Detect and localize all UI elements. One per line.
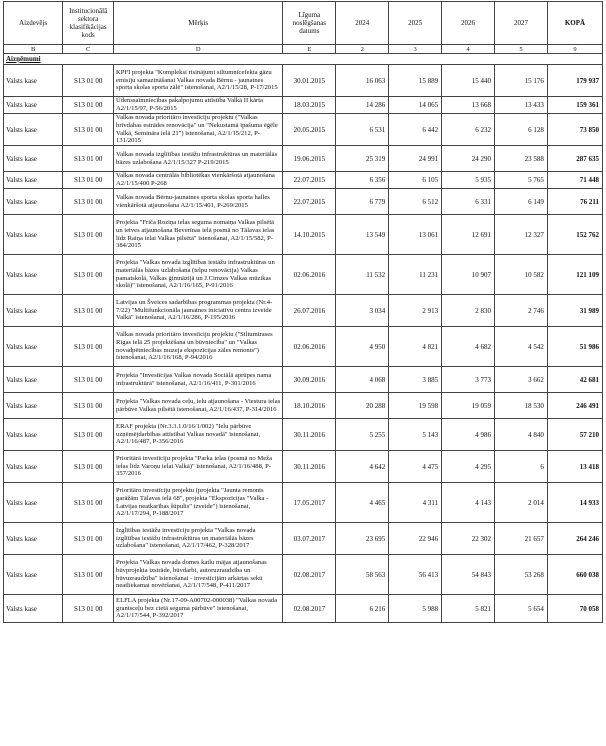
cell-purpose: ELFLA projekta (Nr.17-09-A00702-000038) "Valkas novada grantsceļu bez cietā seguma pārbūve" īstenošanai, A2/1/17/544, P-392/2017 <box>114 595 283 623</box>
cell-2026: 6 331 <box>442 189 495 215</box>
cell-2026: 10 907 <box>442 255 495 295</box>
cell-2025: 5 143 <box>389 419 442 451</box>
cell-2024: 4 642 <box>336 451 389 483</box>
cell-2027: 12 327 <box>495 215 548 255</box>
cell-contract-date: 02.06.2016 <box>283 255 336 295</box>
cell-2027: 53 268 <box>495 555 548 595</box>
header-2026: 2026 <box>442 2 495 45</box>
cell-2027: 23 588 <box>495 146 548 172</box>
cell-total: 159 361 <box>547 97 602 114</box>
cell-2027: 15 176 <box>495 65 548 97</box>
column-letter: 9 <box>547 45 602 54</box>
cell-2026: 5 935 <box>442 172 495 189</box>
cell-sector-code: S13 01 00 <box>63 595 114 623</box>
cell-lender: Valsts kase <box>4 189 63 215</box>
column-letter: 4 <box>442 45 495 54</box>
table-row <box>4 255 603 295</box>
table-row <box>4 215 603 255</box>
cell-sector-code: S13 01 00 <box>63 172 114 189</box>
cell-purpose: Valkas novada Bērnu-jaunatnes sporta skolas sporta halles vienkāršotā atjaunošana A2/1/15/401, P-269/2015 <box>114 189 283 215</box>
cell-2025: 5 988 <box>389 595 442 623</box>
cell-2025: 6 442 <box>389 114 442 146</box>
table-row <box>4 65 603 97</box>
cell-lender: Valsts kase <box>4 215 63 255</box>
cell-purpose: Projekta "Valkas novada izglītības iestāžu infrastruktūras un materiālās bāzes uzlabošana (telpu renovācija) Valkas pamatskolā, Valkas ģimnāzijā un J.Cimzes Valkas mūzikas skolā)" īstenošanai, A2/1/16/165, P-91/2016 <box>114 255 283 295</box>
cell-total: 70 058 <box>547 595 602 623</box>
header-row <box>4 2 603 45</box>
cell-2024: 25 319 <box>336 146 389 172</box>
cell-2024: 6 779 <box>336 189 389 215</box>
cell-2026: 4 295 <box>442 451 495 483</box>
cell-purpose: Prioritārā investīciju projekta "Parka ielas (posmā no Meža ielas līdz Varoņu ielai Valkā)" īstenošanai, A2/1/16/488, P-357/2016 <box>114 451 283 483</box>
cell-purpose: Prioritāro investīciju projektu (projekta "Jaunta remonts garāžām Tālavas ielā 68", projekta "Ekspozīcijas "Valka - Latvijas neatkarības šūpulis" izveide") īstenošanai, A2/1/17/294, P-188/2017 <box>114 483 283 523</box>
cell-2026: 15 440 <box>442 65 495 97</box>
cell-2025: 19 598 <box>389 393 442 419</box>
cell-lender: Valsts kase <box>4 65 63 97</box>
cell-sector-code: S13 01 00 <box>63 97 114 114</box>
header-2025: 2025 <box>389 2 442 45</box>
cell-2024: 14 286 <box>336 97 389 114</box>
cell-lender: Valsts kase <box>4 393 63 419</box>
cell-2026: 3 773 <box>442 367 495 393</box>
cell-contract-date: 03.07.2017 <box>283 523 336 555</box>
cell-2025: 13 061 <box>389 215 442 255</box>
cell-sector-code: S13 01 00 <box>63 65 114 97</box>
cell-lender: Valsts kase <box>4 419 63 451</box>
cell-total: 51 986 <box>547 327 602 367</box>
cell-lender: Valsts kase <box>4 483 63 523</box>
cell-2026: 24 290 <box>442 146 495 172</box>
cell-sector-code: S13 01 00 <box>63 255 114 295</box>
cell-2025: 4 475 <box>389 451 442 483</box>
cell-lender: Valsts kase <box>4 146 63 172</box>
cell-purpose: ERAF projekta (Nr.3.3.1.0/16/1/002) "Ielu pārbūve uzņēmējdarbības attīstībai Valkas novadā" īstenošanai, A2/1/16/487, P-356/2016 <box>114 419 283 451</box>
cell-2027: 6 149 <box>495 189 548 215</box>
cell-2024: 6 356 <box>336 172 389 189</box>
cell-lender: Valsts kase <box>4 367 63 393</box>
cell-total: 287 635 <box>547 146 602 172</box>
column-letter-row <box>4 45 603 54</box>
cell-2024: 20 288 <box>336 393 389 419</box>
cell-2025: 22 946 <box>389 523 442 555</box>
cell-purpose: Ūdenssaimniecības pakalpojumu attīstība Valkā II kārta A2/1/15/97, P-56/2015 <box>114 97 283 114</box>
column-letter: 2 <box>336 45 389 54</box>
cell-total: 13 418 <box>547 451 602 483</box>
cell-lender: Valsts kase <box>4 327 63 367</box>
cell-lender: Valsts kase <box>4 555 63 595</box>
cell-sector-code: S13 01 00 <box>63 295 114 327</box>
cell-contract-date: 30.11.2016 <box>283 419 336 451</box>
cell-2025: 14 065 <box>389 97 442 114</box>
cell-purpose: Valkas novada centrālās bibliotēkas vienkāršotā atjaunošana A2/1/15/400 P-268 <box>114 172 283 189</box>
table-row <box>4 114 603 146</box>
table-row <box>4 419 603 451</box>
table-row <box>4 595 603 623</box>
cell-2027: 18 530 <box>495 393 548 419</box>
cell-lender: Valsts kase <box>4 97 63 114</box>
cell-2026: 19 059 <box>442 393 495 419</box>
section-row <box>4 54 603 65</box>
cell-lender: Valsts kase <box>4 172 63 189</box>
cell-purpose: Latvijas un Šveices sadarbības programmas projekta (Nr.4-7/22) "Multifunkcionāla jaunatnes iniciatīvu centra izveide Valkā" īstenošanai, A2/1/16/286, P-195/2016 <box>114 295 283 327</box>
cell-contract-date: 17.05.2017 <box>283 483 336 523</box>
table-row <box>4 97 603 114</box>
column-letter: B <box>4 45 63 54</box>
cell-total: 71 448 <box>547 172 602 189</box>
cell-2026: 22 302 <box>442 523 495 555</box>
cell-contract-date: 14.10.2015 <box>283 215 336 255</box>
cell-2027: 3 662 <box>495 367 548 393</box>
cell-contract-date: 30.09.2016 <box>283 367 336 393</box>
cell-contract-date: 02.08.2017 <box>283 555 336 595</box>
cell-total: 76 211 <box>547 189 602 215</box>
cell-sector-code: S13 01 00 <box>63 393 114 419</box>
header-total: KOPĀ <box>547 2 602 45</box>
section-label: Aizņēmumi <box>4 54 603 65</box>
cell-contract-date: 18.10.2016 <box>283 393 336 419</box>
cell-2027: 5 765 <box>495 172 548 189</box>
cell-contract-date: 02.06.2016 <box>283 327 336 367</box>
cell-contract-date: 30.11.2016 <box>283 451 336 483</box>
cell-2026: 54 843 <box>442 555 495 595</box>
cell-2024: 3 034 <box>336 295 389 327</box>
cell-sector-code: S13 01 00 <box>63 523 114 555</box>
cell-total: 42 681 <box>547 367 602 393</box>
cell-2026: 4 143 <box>442 483 495 523</box>
cell-2024: 6 531 <box>336 114 389 146</box>
cell-sector-code: S13 01 00 <box>63 146 114 172</box>
header-2024: 2024 <box>336 2 389 45</box>
cell-2026: 4 682 <box>442 327 495 367</box>
header-lender: Aizdevējs <box>4 2 63 45</box>
table-row <box>4 327 603 367</box>
cell-total: 121 109 <box>547 255 602 295</box>
cell-purpose: Valkas novada prioritāro investīciju projektu ("Valkas brīvdabas estrādes renovācija" un "Nekustamā īpašuma ēģēle Valkā, Semināra ielā 21") īstenošanai, A2/1/15/212, P-131/2015 <box>114 114 283 146</box>
table-row <box>4 146 603 172</box>
cell-lender: Valsts kase <box>4 295 63 327</box>
cell-contract-date: 20.05.2015 <box>283 114 336 146</box>
column-letter: D <box>114 45 283 54</box>
table-row <box>4 393 603 419</box>
header-2027: 2027 <box>495 2 548 45</box>
cell-purpose: Projekta "Friča Roziņa ielas seguma nomaiņa Valkas pilsētā un ietves atjaunošana Beverīnas ielā posmā no Tālavas ielas līdz Raiņa ielai Valkas pilsētā" īstenošanai, A2/1/15/582, P-384/2015 <box>114 215 283 255</box>
cell-purpose: Valkas novada izglītības iestāžu infrastruktūras un materiālās bāzes uzlabošana A2/1/15/327 P-219/2015 <box>114 146 283 172</box>
table-row <box>4 451 603 483</box>
cell-purpose: KPFI projekta "Kompleksi risinājumi siltumnīcefekta gāzu emisiju samazināšanai Valkas novada Bērnu - jaunatnes sporta skolas sporta zālē" īstenošanai, A2/1/15/28, P-17/2015 <box>114 65 283 97</box>
cell-2025: 56 413 <box>389 555 442 595</box>
cell-sector-code: S13 01 00 <box>63 367 114 393</box>
table-row <box>4 189 603 215</box>
cell-2024: 11 532 <box>336 255 389 295</box>
cell-2027: 4 542 <box>495 327 548 367</box>
cell-purpose: Projekta "Investīcijas Valkas novada Sociālā aprūpes nama infrastruktūrā" īstenošanai, A2/1/16/411, P-301/2016 <box>114 367 283 393</box>
cell-2025: 15 889 <box>389 65 442 97</box>
cell-lender: Valsts kase <box>4 114 63 146</box>
cell-2025: 3 885 <box>389 367 442 393</box>
column-letter: E <box>283 45 336 54</box>
cell-2027: 2 014 <box>495 483 548 523</box>
column-letter: 5 <box>495 45 548 54</box>
cell-contract-date: 22.07.2015 <box>283 189 336 215</box>
cell-2025: 4 821 <box>389 327 442 367</box>
cell-sector-code: S13 01 00 <box>63 483 114 523</box>
cell-2024: 4 950 <box>336 327 389 367</box>
table-row <box>4 523 603 555</box>
cell-2027: 10 582 <box>495 255 548 295</box>
cell-2027: 2 746 <box>495 295 548 327</box>
cell-2024: 58 563 <box>336 555 389 595</box>
cell-2027: 21 657 <box>495 523 548 555</box>
cell-lender: Valsts kase <box>4 595 63 623</box>
cell-sector-code: S13 01 00 <box>63 419 114 451</box>
table-row <box>4 483 603 523</box>
header-sector-code: Institucionālā sektora klasifikācijas kods <box>63 2 114 45</box>
cell-lender: Valsts kase <box>4 451 63 483</box>
cell-2026: 13 668 <box>442 97 495 114</box>
cell-total: 660 038 <box>547 555 602 595</box>
column-letter: 3 <box>389 45 442 54</box>
cell-total: 14 933 <box>547 483 602 523</box>
table-row <box>4 172 603 189</box>
cell-2026: 4 986 <box>442 419 495 451</box>
cell-contract-date: 02.08.2017 <box>283 595 336 623</box>
loan-table <box>3 1 603 623</box>
cell-lender: Valsts kase <box>4 523 63 555</box>
cell-2027: 6 <box>495 451 548 483</box>
cell-2027: 5 654 <box>495 595 548 623</box>
cell-2024: 4 465 <box>336 483 389 523</box>
cell-2024: 23 695 <box>336 523 389 555</box>
cell-sector-code: S13 01 00 <box>63 451 114 483</box>
column-letter: C <box>63 45 114 54</box>
cell-contract-date: 22.07.2015 <box>283 172 336 189</box>
cell-purpose: Projekta "Valkas novada ceļu, ielu atjaunošana - Viestura ielas pārbūve Valkas pilsētā īstenošanai, A2/1/16/437, P-314/2016 <box>114 393 283 419</box>
cell-2024: 16 063 <box>336 65 389 97</box>
cell-2025: 6 512 <box>389 189 442 215</box>
cell-2025: 2 913 <box>389 295 442 327</box>
table-row <box>4 295 603 327</box>
cell-2024: 13 549 <box>336 215 389 255</box>
cell-2026: 5 821 <box>442 595 495 623</box>
cell-total: 31 989 <box>547 295 602 327</box>
cell-2025: 6 105 <box>389 172 442 189</box>
cell-2027: 4 840 <box>495 419 548 451</box>
cell-2024: 6 216 <box>336 595 389 623</box>
cell-sector-code: S13 01 00 <box>63 189 114 215</box>
cell-total: 152 762 <box>547 215 602 255</box>
cell-total: 179 937 <box>547 65 602 97</box>
header-purpose: Mērķis <box>114 2 283 45</box>
table-row <box>4 367 603 393</box>
cell-purpose: Valkas novada prioritāro investīciju projektu ("Siltumtrases Rīgas ielā 25 projektēšana un būvniecība" un "Valkas novadpētniecības muzeja ekspozīcijas zāles remonts") īstenošanai, A2/1/16/168, P-94/2016 <box>114 327 283 367</box>
cell-sector-code: S13 01 00 <box>63 555 114 595</box>
cell-contract-date: 19.06.2015 <box>283 146 336 172</box>
cell-total: 57 210 <box>547 419 602 451</box>
cell-sector-code: S13 01 00 <box>63 327 114 367</box>
cell-2024: 5 255 <box>336 419 389 451</box>
cell-total: 73 850 <box>547 114 602 146</box>
cell-sector-code: S13 01 00 <box>63 114 114 146</box>
cell-contract-date: 18.03.2015 <box>283 97 336 114</box>
cell-sector-code: S13 01 00 <box>63 215 114 255</box>
cell-2026: 12 691 <box>442 215 495 255</box>
cell-total: 246 491 <box>547 393 602 419</box>
cell-contract-date: 26.07.2016 <box>283 295 336 327</box>
cell-purpose: Projekta "Valkas novada domes katlu mājas atjaunošanas būvprojekta izstrāde, būvdarbi, autoruzraudzība un būvuzraudzība" īstenošanai - investīcijām arkārtas sekū neatliekamai novēršanai, A2/1/17/548, P-411/2017 <box>114 555 283 595</box>
cell-2025: 11 231 <box>389 255 442 295</box>
table-row <box>4 555 603 595</box>
cell-contract-date: 30.01.2015 <box>283 65 336 97</box>
cell-total: 264 246 <box>547 523 602 555</box>
cell-2025: 24 991 <box>389 146 442 172</box>
cell-2025: 4 311 <box>389 483 442 523</box>
header-contract-date: Līguma noslēgšanas datums <box>283 2 336 45</box>
cell-purpose: Izglītības iestāžu investīciju projekta "Valkas novada izglītības iestāžu infrastruktūras un materiālās bāzes uzlabošana" īstenošanai, A2/1/17/462, P-328/2017 <box>114 523 283 555</box>
cell-2027: 13 433 <box>495 97 548 114</box>
cell-2027: 6 128 <box>495 114 548 146</box>
cell-2026: 6 232 <box>442 114 495 146</box>
cell-lender: Valsts kase <box>4 255 63 295</box>
cell-2026: 2 830 <box>442 295 495 327</box>
cell-2024: 4 068 <box>336 367 389 393</box>
